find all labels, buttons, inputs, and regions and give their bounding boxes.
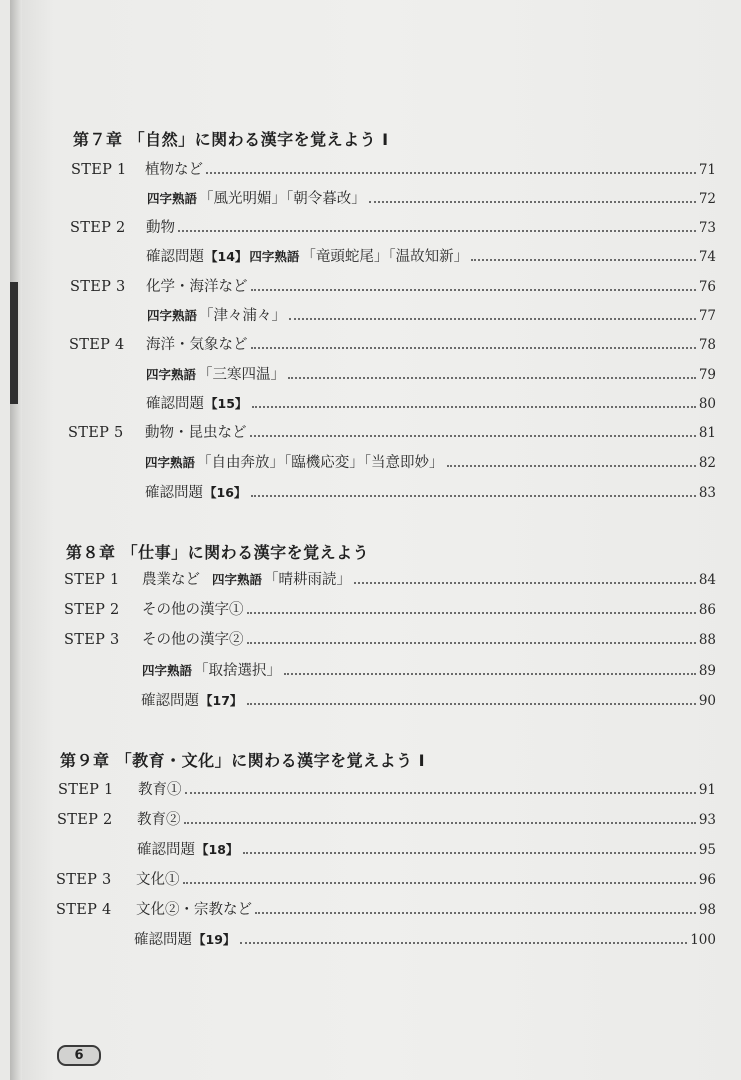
leader-dots — [354, 582, 696, 584]
chapter-index-tab — [10, 282, 18, 404]
entry-title: 教育① — [138, 782, 182, 798]
toc-entry — [69, 333, 716, 353]
toc-entry — [137, 838, 716, 858]
step-label: STEP 1 — [64, 572, 120, 588]
leader-dots — [184, 822, 696, 824]
toc-entry — [147, 304, 716, 324]
review-label: 確認問題 — [146, 396, 204, 412]
entry-title: 「竜頭蛇尾」「温故知新」 — [301, 249, 469, 265]
leader-dots — [251, 347, 696, 349]
toc-entry — [57, 808, 716, 828]
toc-entry — [68, 421, 716, 441]
leader-dots — [243, 852, 695, 854]
step-label: STEP 4 — [69, 337, 125, 353]
leader-dots — [247, 612, 696, 614]
page-ref: 82 — [698, 455, 716, 471]
leader-dots — [183, 882, 696, 884]
step-label: STEP 2 — [57, 812, 113, 828]
review-number: 【15】 — [205, 396, 248, 411]
page-ref: 90 — [698, 693, 716, 709]
page-number-badge: 6 — [57, 1045, 101, 1066]
entry-title: 「津々浦々」 — [199, 308, 287, 324]
yojijukugo-label: 四字熟語 — [145, 455, 196, 470]
leader-dots — [185, 792, 696, 794]
chapter-9-title: 第９章 「教育・文化」に関わる漢字を覚えよう I — [60, 751, 426, 770]
page-ref: 81 — [698, 425, 716, 441]
page-ref: 88 — [698, 632, 716, 648]
leader-dots — [247, 703, 695, 705]
toc-entry — [142, 659, 716, 679]
review-number: 【16】 — [204, 485, 247, 500]
leader-dots — [252, 406, 695, 408]
step-label: STEP 3 — [64, 632, 120, 648]
leader-dots — [251, 495, 695, 497]
toc-entry — [70, 275, 716, 295]
page-ref: 100 — [690, 932, 716, 948]
entry-title: 「三寒四温」 — [198, 367, 286, 383]
step-label: STEP 5 — [68, 425, 124, 441]
review-number: 【17】 — [200, 693, 243, 708]
entry-title: 農業など — [142, 572, 200, 588]
yojijukugo-label: 四字熟語 — [147, 191, 198, 206]
page-ref: 95 — [698, 842, 716, 858]
leader-dots — [240, 942, 687, 944]
page-ref: 86 — [698, 602, 716, 618]
step-label: STEP 2 — [70, 220, 126, 236]
page-gutter-shadow — [10, 0, 22, 1080]
toc-entry — [64, 628, 716, 648]
toc-entry — [147, 187, 716, 207]
toc-entry — [64, 568, 716, 588]
page-ref: 84 — [698, 572, 716, 588]
entry-title: 「風光明媚」「朝令暮改」 — [199, 191, 366, 207]
review-label: 確認問題 — [134, 932, 192, 948]
page-ref: 76 — [698, 279, 716, 295]
leader-dots — [251, 289, 696, 291]
entry-title: 動物・昆虫など — [145, 425, 247, 441]
leader-dots — [255, 912, 696, 914]
yojijukugo-label: 四字熟語 — [142, 663, 193, 678]
page-ref: 74 — [698, 249, 716, 265]
page-ref: 98 — [698, 902, 716, 918]
step-label: STEP 3 — [70, 279, 126, 295]
toc-entry — [146, 245, 716, 265]
review-number: 【19】 — [193, 932, 236, 947]
page-ref: 73 — [698, 220, 716, 236]
page-ref: 91 — [698, 782, 716, 798]
review-label: 確認問題 — [141, 693, 199, 709]
review-number: 【18】 — [196, 842, 239, 857]
entry-title: その他の漢字① — [142, 602, 244, 618]
step-label: STEP 2 — [64, 602, 120, 618]
entry-title: 「自由奔放」「臨機応変」「当意即妙」 — [197, 455, 444, 471]
page-ref: 96 — [698, 872, 716, 888]
toc-entry — [146, 392, 716, 412]
toc-entry — [146, 363, 716, 383]
page-ref: 80 — [698, 396, 716, 412]
entry-title: 植物など — [145, 162, 203, 178]
leader-dots — [206, 172, 696, 174]
toc-entry — [56, 868, 716, 888]
entry-title: 化学・海洋など — [146, 279, 248, 295]
yojijukugo-label: 四字熟語 — [146, 367, 197, 382]
entry-subtitle: 「晴耕雨読」 — [264, 572, 352, 588]
toc-entry — [145, 451, 716, 471]
entry-title: 「取捨選択」 — [194, 663, 282, 679]
page-ref: 83 — [698, 485, 716, 501]
leader-dots — [250, 435, 696, 437]
yojijukugo-label: 四字熟語 — [212, 572, 263, 587]
toc-entry — [145, 481, 716, 501]
page-ref: 79 — [698, 367, 716, 383]
yojijukugo-label: 四字熟語 — [249, 249, 300, 264]
toc-entry — [71, 158, 716, 178]
leader-dots — [288, 377, 696, 379]
page-ref: 89 — [698, 663, 716, 679]
yojijukugo-label: 四字熟語 — [147, 308, 198, 323]
entry-title: 動物 — [146, 220, 175, 236]
leader-dots — [247, 642, 696, 644]
review-label: 確認問題 — [145, 485, 203, 501]
leader-dots — [447, 465, 696, 467]
review-number: 【14】 — [205, 249, 248, 264]
leader-dots — [471, 259, 696, 261]
page-ref: 71 — [698, 162, 716, 178]
review-label: 確認問題 — [146, 249, 204, 265]
entry-title: 文化① — [136, 872, 180, 888]
page-ref: 78 — [698, 337, 716, 353]
leader-dots — [289, 318, 696, 320]
entry-title: 海洋・気象など — [146, 337, 248, 353]
chapter-8-title: 第８章 「仕事」に関わる漢字を覚えよう — [66, 543, 370, 562]
toc-entry — [141, 689, 716, 709]
book-page — [10, 0, 741, 1080]
review-label: 確認問題 — [137, 842, 195, 858]
step-label: STEP 1 — [58, 782, 114, 798]
step-label: STEP 3 — [56, 872, 112, 888]
leader-dots — [284, 673, 696, 675]
toc-entry — [134, 928, 716, 948]
page-ref: 93 — [698, 812, 716, 828]
leader-dots — [369, 201, 696, 203]
step-label: STEP 4 — [56, 902, 112, 918]
entry-title: その他の漢字② — [142, 632, 244, 648]
page-ref: 77 — [698, 308, 716, 324]
toc-entry — [64, 598, 716, 618]
toc-entry — [70, 216, 716, 236]
toc-entry — [56, 898, 716, 918]
page-ref: 72 — [698, 191, 716, 207]
entry-title: 教育② — [137, 812, 181, 828]
step-label: STEP 1 — [71, 162, 127, 178]
chapter-7-title: 第７章 「自然」に関わる漢字を覚えよう I — [73, 130, 389, 149]
toc-entry — [58, 778, 716, 798]
leader-dots — [178, 230, 696, 232]
entry-title: 文化②・宗教など — [136, 902, 252, 918]
